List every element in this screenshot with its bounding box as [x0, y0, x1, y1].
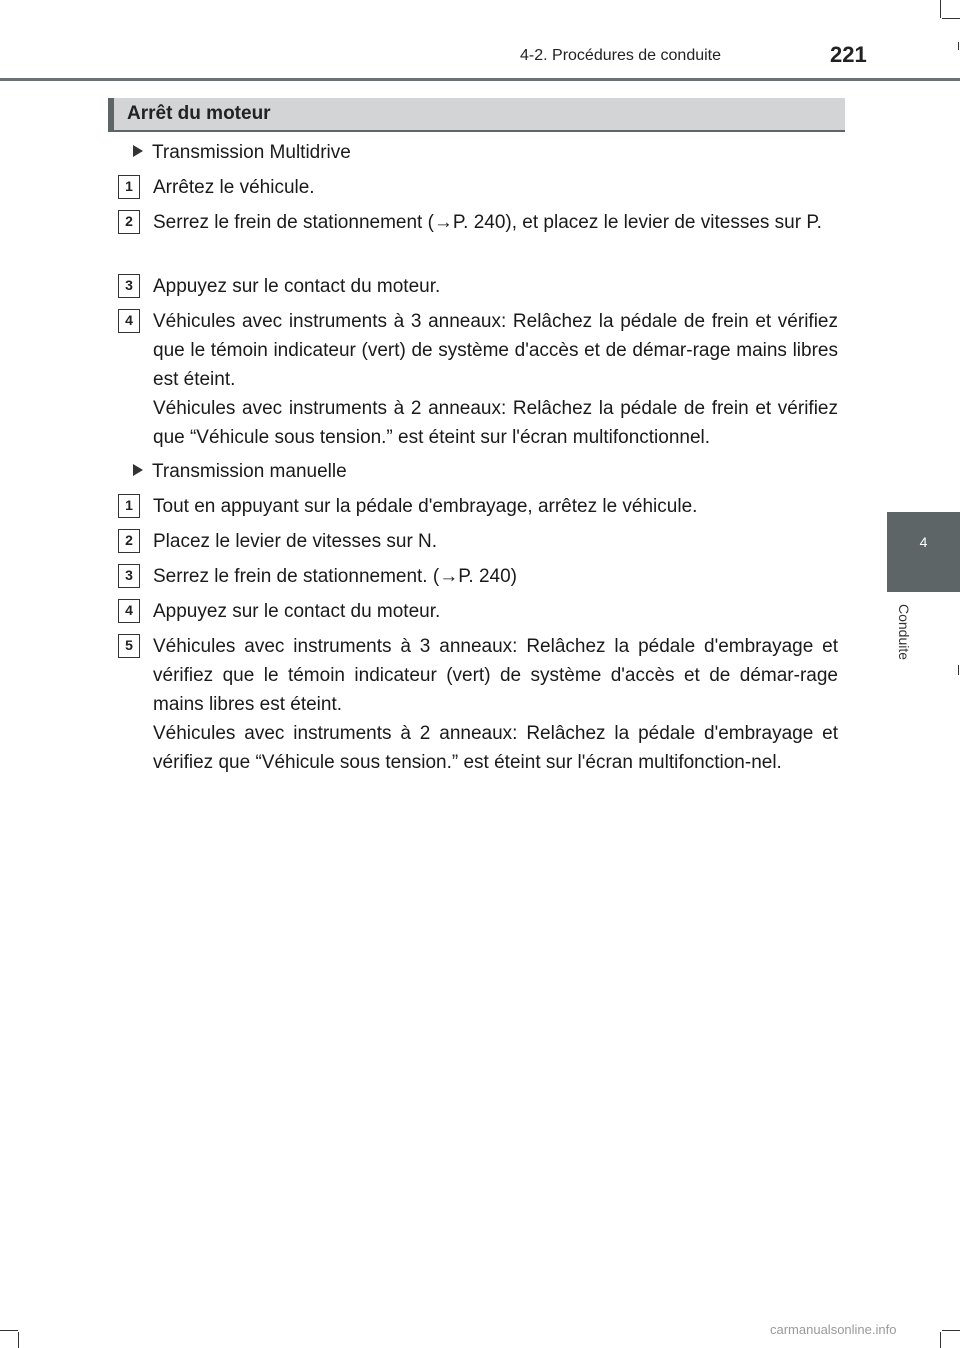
header-rule: [0, 78, 960, 81]
crop-mark: [18, 1332, 19, 1348]
crop-mark: [958, 42, 959, 50]
step-text: Serrez le frein de stationnement. (→P. 240): [153, 566, 518, 587]
step-number: 3: [118, 274, 140, 298]
chapter-tab: [887, 512, 960, 592]
crop-mark: [0, 1330, 18, 1331]
step-text: Placez le levier de vitesses sur N.: [153, 531, 438, 552]
crop-mark: [940, 0, 941, 18]
step-text: Appuyez sur le contact du moteur.: [153, 276, 441, 297]
step-text: Arrêtez le véhicule.: [153, 177, 315, 198]
subsection-heading: Transmission manuelle: [133, 457, 347, 486]
step-text: Appuyez sur le contact du moteur.: [153, 601, 441, 622]
step-number: 2: [118, 529, 140, 553]
triangle-bullet-icon: [133, 145, 143, 157]
step-number: 5: [118, 634, 140, 658]
chapter-label: [896, 604, 916, 684]
chapter-number: 4: [919, 534, 928, 550]
step-number: 4: [118, 599, 140, 623]
step-text: Tout en appuyant sur la pédale d'embrayage, arrêtez le véhicule.: [153, 496, 698, 517]
triangle-bullet-icon: [133, 464, 143, 476]
crop-mark: [958, 665, 959, 675]
step-text: Serrez le frein de stationnement (→P. 240), et placez le levier de vitesses sur P.: [153, 212, 822, 233]
page-number: 221: [830, 42, 867, 67]
section-heading: [108, 98, 845, 132]
crop-mark: [942, 18, 960, 19]
chapter-title: Conduite: [896, 604, 912, 661]
crop-mark: [940, 1332, 941, 1348]
step-number: 2: [118, 210, 140, 234]
step-number: 1: [118, 175, 140, 199]
step-number: 4: [118, 309, 140, 333]
subsection-heading: Transmission Multidrive: [133, 138, 351, 167]
header-section-title: 4-2. Procédures de conduite: [520, 47, 722, 64]
step-number: 3: [118, 564, 140, 588]
step-text: Véhicules avec instruments à 3 anneaux: Relâchez la pédale d'embrayage et vérifiez que le témoin indicateur (vert) de système d'accès et de démar-rage mains libres est éteint. Véhicules avec instruments à 2 anneaux: Relâchez la pédale d'embrayage et vérifiez que “Véhicule sous tension.” est éteint sur l'écran multifonction-nel.: [153, 636, 838, 773]
step-text: Véhicules avec instruments à 3 anneaux: Relâchez la pédale de frein et vérifiez que le témoin indicateur (vert) de système d'accès et de démar-rage mains libres est éteint. Véhicules avec instruments à 2 anneaux: Relâchez la pédale de frein et vérifiez que “Véhicule sous tension.” est éteint sur l'écran multifonctionnel.: [153, 311, 838, 448]
step-number: 1: [118, 494, 140, 518]
crop-mark: [942, 1330, 960, 1331]
section-title: Arrêt du moteur: [127, 103, 271, 124]
watermark: carmanualsonline.info: [770, 1322, 897, 1337]
